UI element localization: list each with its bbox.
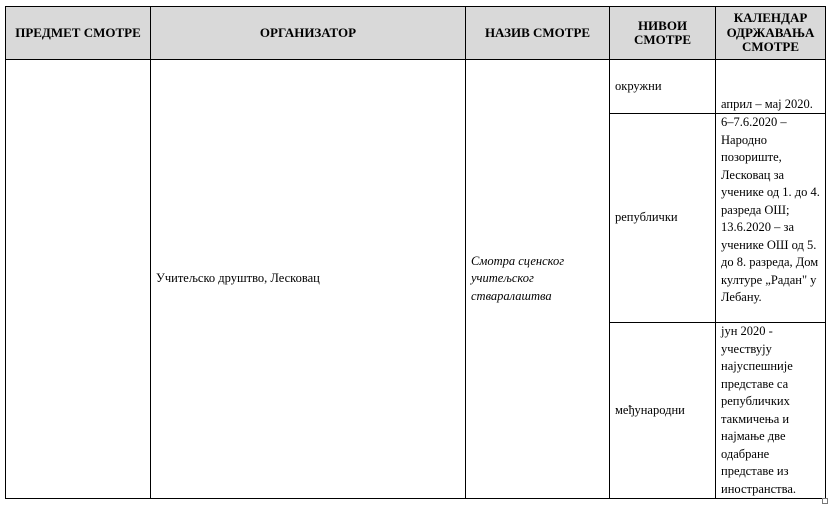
header-subject: ПРЕДМЕТ СМОТРЕ xyxy=(6,7,151,60)
calendar-cell-republic: 6–7.6.2020 – Народно позориште, Лесковац за ученике од 1. до 4. разреда ОШ; 13.6.2020 – за ученике ОШ од 5. до 8. разреда, Дом културе „Радан" у Лебану. xyxy=(716,114,826,323)
organizer-cell: Учитељско друштво, Лесковац xyxy=(151,60,466,499)
calendar-cell-district: април – мај 2020. xyxy=(716,60,826,114)
header-name: НАЗИВ СМОТРЕ xyxy=(466,7,610,60)
level-cell-republic: републички xyxy=(610,114,716,323)
competition-table xyxy=(5,6,826,499)
header-organizer: ОРГАНИЗАТОР xyxy=(151,7,466,60)
header-row xyxy=(6,7,826,60)
end-of-table-marker xyxy=(822,498,828,504)
header-calendar: КАЛЕНДАР ОДРЖАВАЊА СМОТРЕ xyxy=(716,7,826,60)
table-row xyxy=(6,60,826,114)
competition-name-cell: Смотра сценског учитељског стваралаштва xyxy=(466,60,610,499)
header-levels: НИВОИ СМОТРЕ xyxy=(610,7,716,60)
level-cell-international: међународни xyxy=(610,323,716,499)
calendar-cell-international: јун 2020 - учествују најуспешније представе са републичких такмичења и најмање две одабране представе из иностранства. xyxy=(716,323,826,499)
level-cell-district: окружни xyxy=(610,60,716,114)
subject-cell xyxy=(6,60,151,499)
